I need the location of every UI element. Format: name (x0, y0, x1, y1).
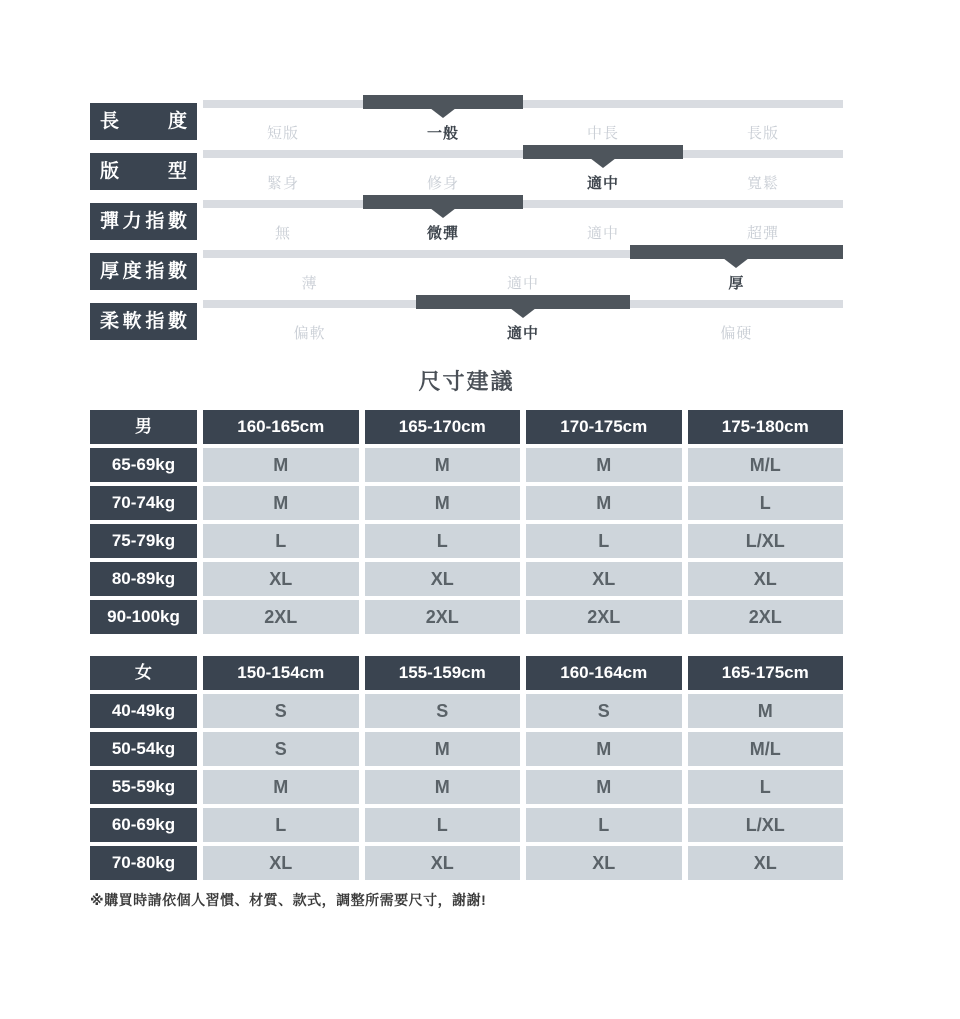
slider-row-thickness (90, 250, 843, 300)
slider-label-thickness: 厚度指數 (90, 253, 197, 290)
men-size-cell: M (365, 486, 521, 520)
slider-option (203, 200, 363, 243)
men-table-header-height: 175-180cm (688, 410, 844, 444)
slider-row-softness (90, 300, 843, 350)
slider-option (416, 300, 629, 343)
slider-track-segment (683, 200, 843, 208)
slider-label-length: 長度 (90, 103, 197, 140)
men-size-cell: XL (688, 562, 844, 596)
slider-selected-marker (363, 95, 523, 109)
slider-option (523, 150, 683, 193)
men-size-cell: M (365, 448, 521, 482)
slider-option-label: 厚 (728, 275, 745, 292)
women-size-table (90, 656, 843, 880)
women-size-cell: M (526, 732, 682, 766)
slider-option (683, 200, 843, 243)
slider-track (203, 200, 843, 243)
slider-track-segment (203, 150, 363, 158)
slider-option-label: 微彈 (426, 225, 459, 242)
men-size-cell: L (688, 486, 844, 520)
men-size-cell: 2XL (203, 600, 359, 634)
slider-option-label: 適中 (586, 225, 619, 242)
slider-row-length (90, 100, 843, 150)
slider-option (683, 150, 843, 193)
women-row-weight-label: 60-69kg (90, 808, 197, 842)
women-row-weight-label: 40-49kg (90, 694, 197, 728)
men-row-weight-label: 80-89kg (90, 562, 197, 596)
women-size-cell: L (365, 808, 521, 842)
slider-option-label: 修身 (426, 175, 459, 192)
women-size-cell: XL (365, 846, 521, 880)
men-size-cell: 2XL (365, 600, 521, 634)
women-size-cell: M (203, 770, 359, 804)
slider-track-segment (203, 200, 363, 208)
slider-row-elasticity (90, 200, 843, 250)
women-table-header-height: 155-159cm (365, 656, 521, 690)
women-size-cell: M (688, 694, 844, 728)
slider-option (363, 200, 523, 243)
slider-option-label: 適中 (506, 325, 539, 342)
slider-track (203, 150, 843, 193)
slider-track-segment (203, 300, 416, 308)
women-size-cell: L (203, 808, 359, 842)
slider-selected-marker (523, 145, 683, 159)
women-size-cell: M (365, 770, 521, 804)
slider-option-label: 超彈 (746, 225, 779, 242)
slider-track (203, 300, 843, 343)
slider-selected-marker (416, 295, 629, 309)
slider-option (203, 250, 416, 293)
women-size-cell: XL (526, 846, 682, 880)
men-size-cell: 2XL (526, 600, 682, 634)
slider-track-segment (630, 300, 843, 308)
men-size-cell: L (365, 524, 521, 558)
slider-option (363, 150, 523, 193)
slider-track-segment (203, 250, 416, 258)
men-size-cell: XL (526, 562, 682, 596)
women-row-weight-label: 70-80kg (90, 846, 197, 880)
slider-option-label: 緊身 (266, 175, 299, 192)
men-size-cell: L/XL (688, 524, 844, 558)
men-size-cell: XL (365, 562, 521, 596)
slider-option-label: 薄 (301, 275, 318, 292)
size-chart-title: 尺寸建議 (418, 369, 515, 394)
men-size-cell: M (526, 486, 682, 520)
slider-label-elasticity: 彈力指數 (90, 203, 197, 240)
slider-track (203, 250, 843, 293)
attribute-sliders (90, 100, 843, 350)
slider-option-label: 短版 (266, 125, 299, 142)
slider-option (363, 100, 523, 143)
slider-track-segment (523, 100, 683, 108)
slider-option-label: 適中 (506, 275, 539, 292)
men-row-weight-label: 90-100kg (90, 600, 197, 634)
slider-option (630, 300, 843, 343)
slider-option (523, 200, 683, 243)
slider-label-softness: 柔軟指數 (90, 303, 197, 340)
men-row-weight-label: 75-79kg (90, 524, 197, 558)
men-row-weight-label: 65-69kg (90, 448, 197, 482)
men-table-header-height: 165-170cm (365, 410, 521, 444)
women-size-cell: S (203, 732, 359, 766)
purchase-footnote: ※購買時請依個人習慣、材質、款式，調整所需要尺寸，謝謝! (90, 892, 487, 908)
women-size-cell: XL (203, 846, 359, 880)
slider-track-segment (363, 150, 523, 158)
men-table-header-height: 160-165cm (203, 410, 359, 444)
men-size-cell: M/L (688, 448, 844, 482)
women-size-cell: L (526, 808, 682, 842)
men-table-header-gender: 男 (90, 410, 197, 444)
men-size-table (90, 410, 843, 634)
women-size-cell: M/L (688, 732, 844, 766)
women-table-header-height: 150-154cm (203, 656, 359, 690)
slider-option-label: 一般 (426, 125, 459, 142)
men-size-cell: L (526, 524, 682, 558)
slider-track-segment (523, 200, 683, 208)
slider-option-label: 寬鬆 (746, 175, 779, 192)
slider-row-fit (90, 150, 843, 200)
men-row-weight-label: 70-74kg (90, 486, 197, 520)
slider-track (203, 100, 843, 143)
slider-option (203, 150, 363, 193)
slider-selected-marker (630, 245, 843, 259)
slider-track-segment (683, 150, 843, 158)
men-table-header-height: 170-175cm (526, 410, 682, 444)
slider-label-fit: 版型 (90, 153, 197, 190)
men-size-cell: M (203, 486, 359, 520)
slider-option (523, 100, 683, 143)
slider-option (203, 100, 363, 143)
slider-track-segment (416, 250, 629, 258)
men-size-cell: 2XL (688, 600, 844, 634)
slider-option-label: 偏硬 (720, 325, 753, 342)
women-row-weight-label: 55-59kg (90, 770, 197, 804)
women-size-cell: L/XL (688, 808, 844, 842)
women-size-cell: S (203, 694, 359, 728)
slider-option (683, 100, 843, 143)
size-guide-content (90, 100, 843, 910)
slider-option (416, 250, 629, 293)
women-size-cell: XL (688, 846, 844, 880)
men-size-cell: L (203, 524, 359, 558)
women-table-header-height: 160-164cm (526, 656, 682, 690)
slider-track-segment (683, 100, 843, 108)
slider-option (630, 250, 843, 293)
men-size-cell: M (526, 448, 682, 482)
women-size-cell: L (688, 770, 844, 804)
women-size-cell: M (365, 732, 521, 766)
men-size-cell: M (203, 448, 359, 482)
women-table-header-height: 165-175cm (688, 656, 844, 690)
women-size-cell: S (526, 694, 682, 728)
slider-selected-marker (363, 195, 523, 209)
slider-option-label: 無 (274, 225, 291, 242)
slider-option-label: 偏軟 (293, 325, 326, 342)
slider-option (203, 300, 416, 343)
slider-track-segment (203, 100, 363, 108)
women-size-cell: M (526, 770, 682, 804)
slider-option-label: 長版 (746, 125, 779, 142)
women-row-weight-label: 50-54kg (90, 732, 197, 766)
slider-option-label: 中長 (586, 125, 619, 142)
women-table-header-gender: 女 (90, 656, 197, 690)
women-size-cell: S (365, 694, 521, 728)
slider-option-label: 適中 (586, 175, 619, 192)
men-size-cell: XL (203, 562, 359, 596)
